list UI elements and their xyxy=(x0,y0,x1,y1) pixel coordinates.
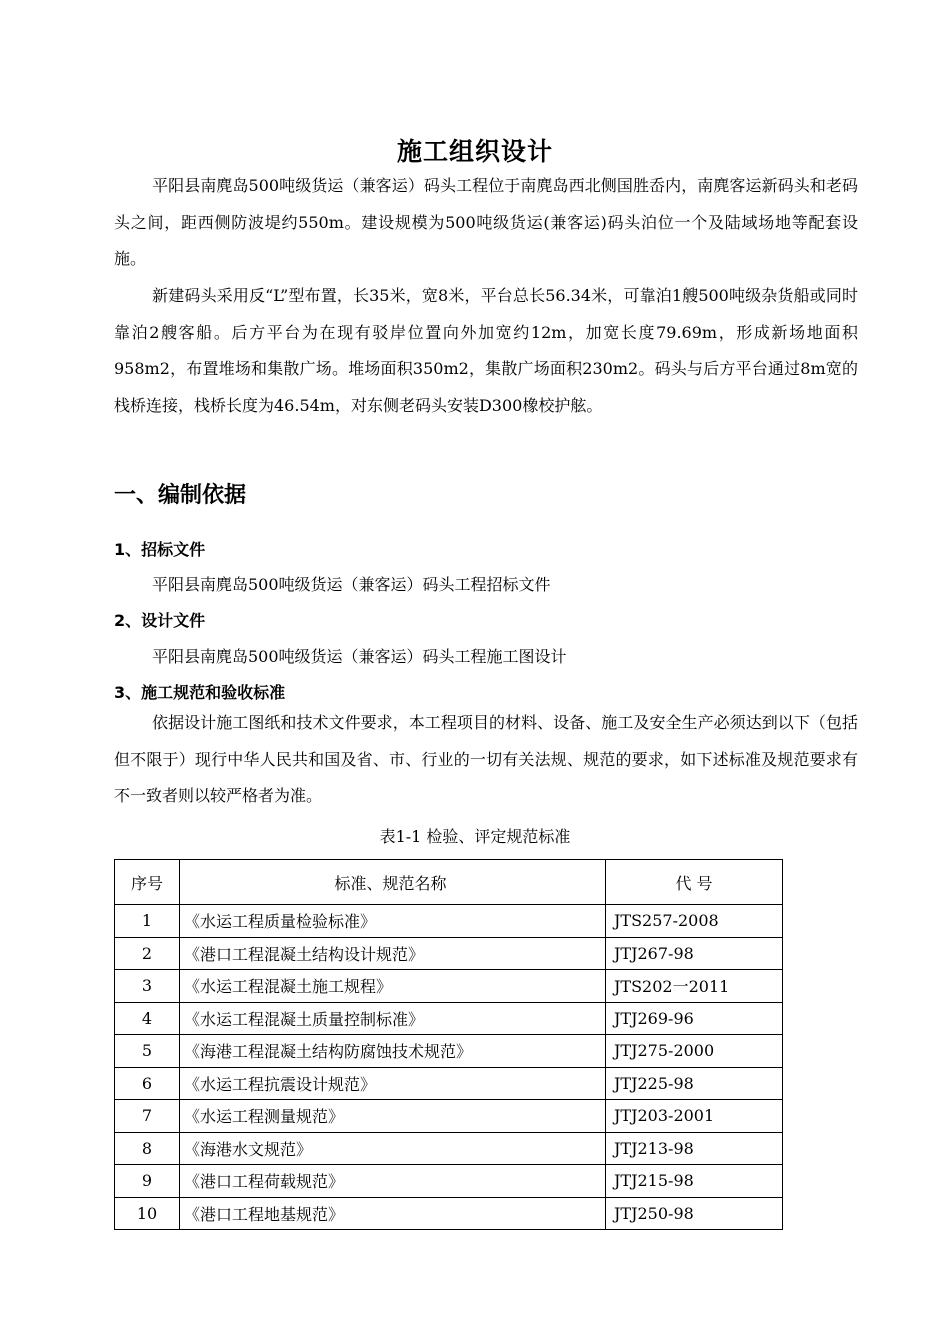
intro-paragraph-2-text: 新建码头采用反“L”型布置，长35米，宽8米，平台总长56.34米，可靠泊1艘500吨级杂货船或同时靠泊2艘客船。后方平台为在现有驳岸位置向外加宽约12m，加宽长度79.69m，形成新场地面积958m2，布置堆场和集散广场。堆场面积350m2，集散广场面积230m2。码头与后方平台通过8m宽的栈桥连接，栈桥长度为46.54m，对东侧老码头安装D300橡校护舷。 xyxy=(114,286,858,415)
row-standard-name: 《港口工程混凝土结构设计规范》 xyxy=(180,937,606,970)
row-index: 10 xyxy=(115,1197,180,1230)
row-standard-name: 《海港工程混凝土结构防腐蚀技术规范》 xyxy=(180,1035,606,1068)
row-standard-name: 《港口工程地基规范》 xyxy=(180,1197,606,1230)
subsection-2-text: 平阳县南麂岛500吨级货运（兼客运）码头工程施工图设计 xyxy=(152,647,567,666)
table-row xyxy=(115,1002,783,1035)
row-index: 1 xyxy=(115,905,180,938)
standards-table xyxy=(114,859,783,1230)
row-code: JTJ213-98 xyxy=(606,1132,783,1165)
header-cell-code: 代 号 xyxy=(606,860,783,905)
row-index: 2 xyxy=(115,937,180,970)
row-standard-name: 《水运工程测量规范》 xyxy=(180,1100,606,1133)
intro-paragraph-1-text: 平阳县南麂岛500吨级货运（兼客运）码头工程位于南麂岛西北侧国胜岙内，南麂客运新码头和老码头之间，距西侧防波堤约550m。建设规模为500吨级货运(兼客运)码头泊位一个及陆域场地等配套设施。 xyxy=(114,176,858,268)
row-standard-name: 《水运工程混凝土施工规程》 xyxy=(180,970,606,1003)
subsection-3-heading: 3、施工规范和验收标准 xyxy=(114,683,286,702)
row-index: 9 xyxy=(115,1165,180,1198)
row-index: 8 xyxy=(115,1132,180,1165)
table-caption: 表1-1 检验、评定规范标准 xyxy=(379,827,571,846)
row-standard-name: 《水运工程抗震设计规范》 xyxy=(180,1067,606,1100)
row-code: JTJ225-98 xyxy=(606,1067,783,1100)
table-row xyxy=(115,1165,783,1198)
row-code: JTS257-2008 xyxy=(606,905,783,938)
row-standard-name: 《港口工程荷载规范》 xyxy=(180,1165,606,1198)
row-code: JTJ267-98 xyxy=(606,937,783,970)
row-code: JTJ269-96 xyxy=(606,1002,783,1035)
row-code: JTJ275-2000 xyxy=(606,1035,783,1068)
header-cell-name: 标准、规范名称 xyxy=(180,860,606,905)
intro-paragraph-2 xyxy=(114,278,858,424)
row-index: 6 xyxy=(115,1067,180,1100)
table-row xyxy=(115,937,783,970)
row-index: 3 xyxy=(115,970,180,1003)
table-row xyxy=(115,970,783,1003)
table-header-row xyxy=(115,860,783,905)
row-index: 7 xyxy=(115,1100,180,1133)
table-row xyxy=(115,1197,783,1230)
row-code: JTJ203-2001 xyxy=(606,1100,783,1133)
table-row xyxy=(115,1035,783,1068)
page-title: 施工组织设计 xyxy=(396,137,553,166)
table-row xyxy=(115,905,783,938)
subsection-1-heading: 1、招标文件 xyxy=(114,540,206,559)
row-index: 5 xyxy=(115,1035,180,1068)
header-cell-index: 序号 xyxy=(115,860,180,905)
row-code: JTJ250-98 xyxy=(606,1197,783,1230)
subsection-3-text: 依据设计施工图纸和技术文件要求，本工程项目的材料、设备、施工及安全生产必须达到以下（包括但不限于）现行中华人民共和国及省、市、行业的一切有关法规、规范的要求，如下述标准及规范要求有不一致者则以较严格者为准。 xyxy=(114,713,858,805)
subsection-1-text: 平阳县南麂岛500吨级货运（兼客运）码头工程招标文件 xyxy=(152,575,551,594)
row-standard-name: 《水运工程质量检验标准》 xyxy=(180,905,606,938)
table-row xyxy=(115,1067,783,1100)
row-index: 4 xyxy=(115,1002,180,1035)
row-standard-name: 《水运工程混凝土质量控制标准》 xyxy=(180,1002,606,1035)
row-code: JTS202一2011 xyxy=(606,970,783,1003)
row-standard-name: 《海港水文规范》 xyxy=(180,1132,606,1165)
row-code: JTJ215-98 xyxy=(606,1165,783,1198)
subsection-2-heading: 2、设计文件 xyxy=(114,611,206,630)
subsection-3-paragraph xyxy=(114,705,858,815)
table-row xyxy=(115,1132,783,1165)
table-row xyxy=(115,1100,783,1133)
section-heading: 一、编制依据 xyxy=(114,483,247,508)
intro-paragraph-1 xyxy=(114,168,858,278)
